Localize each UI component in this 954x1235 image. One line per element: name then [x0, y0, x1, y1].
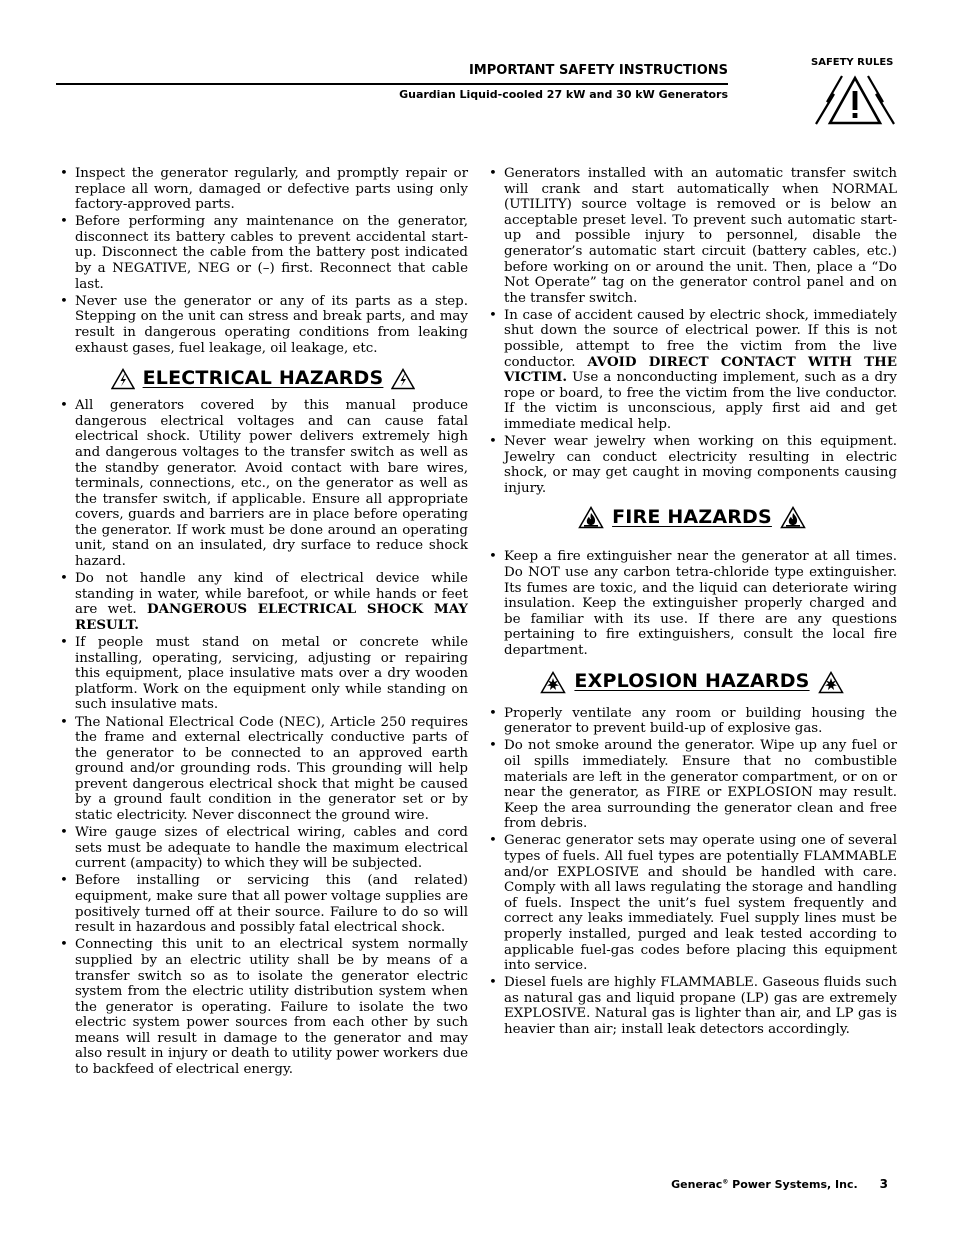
footer-company-rest: Power Systems, Inc. — [728, 1178, 858, 1191]
electrical-hazards-heading — [58, 368, 468, 390]
electrical-hazard-icon — [111, 368, 135, 390]
list-item: • Before installing or servicing this (and related) equipment, make sure that all power voltage supplies are positively turned off at their source. Failure to do so will result in hazardous and possibly fatal electrical shock. — [58, 873, 468, 935]
list-item: • Before performing any maintenance on the generator, disconnect its battery cables to prevent accidental start-up. Disconnect the cable from the battery post indicated by a NEGATIVE, NEG or (–) first. Reconnect that cable last. — [58, 214, 468, 292]
fire-hazards-heading — [487, 506, 897, 529]
item-warning: DANGEROUS ELECTRICAL SHOCK MAY RESULT. — [75, 601, 468, 633]
list-item — [487, 308, 897, 433]
electrical-hazard-icon — [391, 368, 415, 390]
electrical-hazards-title: ELECTRICAL HAZARDS — [142, 367, 384, 390]
list-item: • Never use the generator or any of its parts as a step. Stepping on the unit can stress and break parts, and may result in dangerous operating conditions from leaking exhaust gases, fuel leakage, oil leakage, etc. — [58, 294, 468, 356]
explosion-hazards-title: EXPLOSION HAZARDS — [574, 670, 810, 693]
registered-mark: ® — [722, 1178, 729, 1186]
list-item: • Properly ventilate any room or building housing the generator to prevent build-up of explosive gas. — [487, 706, 897, 737]
list-item: • Wire gauge sizes of electrical wiring, cables and cord sets must be adequate to handle the maximum electrical current (ampacity) to which they will be subjected. — [58, 825, 468, 872]
list-item: • Inspect the generator regularly, and promptly repair or replace all worn, damaged or defective parts using only factory-approved parts. — [58, 166, 468, 213]
section-label: SAFETY RULES — [811, 57, 894, 68]
header-title: IMPORTANT SAFETY INSTRUCTIONS — [468, 63, 728, 78]
explosion-hazards-heading — [487, 671, 897, 694]
left-column — [58, 166, 468, 1079]
header-rule — [56, 83, 728, 85]
list-item: • Do not smoke around the generator. Wipe up any fuel or oil spills immediately. Ensure that no combustible materials are left in the generator compartment, or on or near the generator, as FIRE or EXPLOSION may result. Keep the area surrounding the generator clean and free from debris. — [487, 738, 897, 832]
list-item: • Generators installed with an automatic transfer switch will crank and start automatically when NORMAL (UTILITY) source voltage is removed or is below an acceptable preset level. To prevent such automatic start-up and possible injury to personnel, disable the generator’s automatic start circuit (battery cables, etc.) before working on or around the unit. Then, place a “Do Not Operate” tag on the generator control panel and on the transfer switch. — [487, 166, 897, 306]
footer-company: Generac — [671, 1178, 723, 1191]
intro-list — [58, 166, 468, 356]
explosion-hazard-icon — [540, 671, 566, 694]
explosion-hazard-icon — [818, 671, 844, 694]
list-item: • Diesel fuels are highly FLAMMABLE. Gaseous fluids such as natural gas and liquid propane (LP) gas are extremely EXPLOSIVE. Natural gas is lighter than air, and LP gas is heavier than air; install leak detectors accordingly. — [487, 975, 897, 1037]
header-subtitle: Guardian Liquid-cooled 27 kW and 30 kW Generators — [399, 88, 728, 101]
list-item: • If people must stand on metal or concrete while installing, operating, servicing, adjusting or repairing this equipment, place insulative mats over a dry wooden platform. Work on the equipment only while standing on such insulative mats. — [58, 635, 468, 713]
right-column — [487, 166, 897, 1039]
page-number: 3 — [879, 1177, 888, 1191]
item-warning: AVOID DIRECT CONTACT WITH THE VICTIM. — [504, 353, 897, 386]
list-item: • Generac generator sets may operate using one of several types of fuels. All fuel types are potentially FLAMMABLE and/or EXPLOSIVE and should be handled with care. Comply with all laws regulating the storage and handling of fuels. Inspect the unit’s fuel system frequently and correct any leaks immediately. Fuel supply lines must be properly installed, purged and leak tested according to applicable fuel-gas codes before placing this equipment into service. — [487, 833, 897, 973]
general-hazards-list — [487, 166, 897, 496]
lightning-warning-icon — [812, 72, 898, 126]
explosion-hazards-list — [487, 706, 897, 1038]
fire-hazards-title: FIRE HAZARDS — [612, 506, 772, 529]
fire-hazard-icon — [780, 506, 806, 529]
list-item — [58, 571, 468, 633]
list-item: • Connecting this unit to an electrical system normally supplied by an electric utility shall be by means of a transfer switch so as to isolate the generator electric system from the electric utility distribution system when the generator is operating. Failure to isolate the two electric system power sources from each other by such means will result in damage to the generator and may also result in injury or death to utility power workers due to backfeed of electrical energy. — [58, 937, 468, 1077]
fire-hazard-icon — [578, 506, 604, 529]
list-item: • The National Electrical Code (NEC), Article 250 requires the frame and external electrically conductive parts of the generator to be connected to an approved earth ground and/or grounding rods. This grounding will help prevent dangerous electrical shock that might be caused by a ground fault condition in the generator set or by static electricity. Never disconnect the ground wire. — [58, 715, 468, 824]
list-item: • Never wear jewelry when working on this equipment. Jewelry can conduct electricity resulting in electric shock, or may get caught in moving components causing injury. — [487, 434, 897, 496]
item-text: In case of accident caused by electric shock, immediately shut down the source of electrical power. If this is not possible, attempt to free the victim from the live conductor. — [504, 307, 897, 370]
item-text: Use a nonconducting implement, such as a dry rope or board, to free the victim from the live conductor. If the victim is unconscious, apply first aid and get immediate medical help. — [504, 370, 897, 432]
item-text: Do not handle any kind of electrical device while standing in water, while barefoot, or while hands or feet are wet. — [75, 571, 468, 618]
list-item: • All generators covered by this manual produce dangerous electrical voltages and can cause fatal electrical shock. Utility power delivers extremely high and dangerous voltages to the transfer switch as well as the standby generator. Avoid contact with bare wires, terminals, connections, etc., on the generator as well as the transfer switch, if applicable. Ensure all appropriate covers, guards and barriers are in place before operating the generator. If work must be done around an operating unit, stand on an insulated, dry surface to reduce shock hazard. — [58, 398, 468, 570]
page-footer — [671, 1177, 888, 1191]
list-item: • Keep a fire extinguisher near the generator at all times. Do NOT use any carbon tetra-chloride type extinguisher. Its fumes are toxic, and the liquid can deteriorate wiring insulation. Keep the extinguisher properly charged and be familiar with its use. If there are any questions pertaining to fire extinguishers, consult the local fire department. — [487, 549, 897, 658]
electrical-hazards-list — [58, 398, 468, 1078]
fire-hazards-list — [487, 549, 897, 658]
